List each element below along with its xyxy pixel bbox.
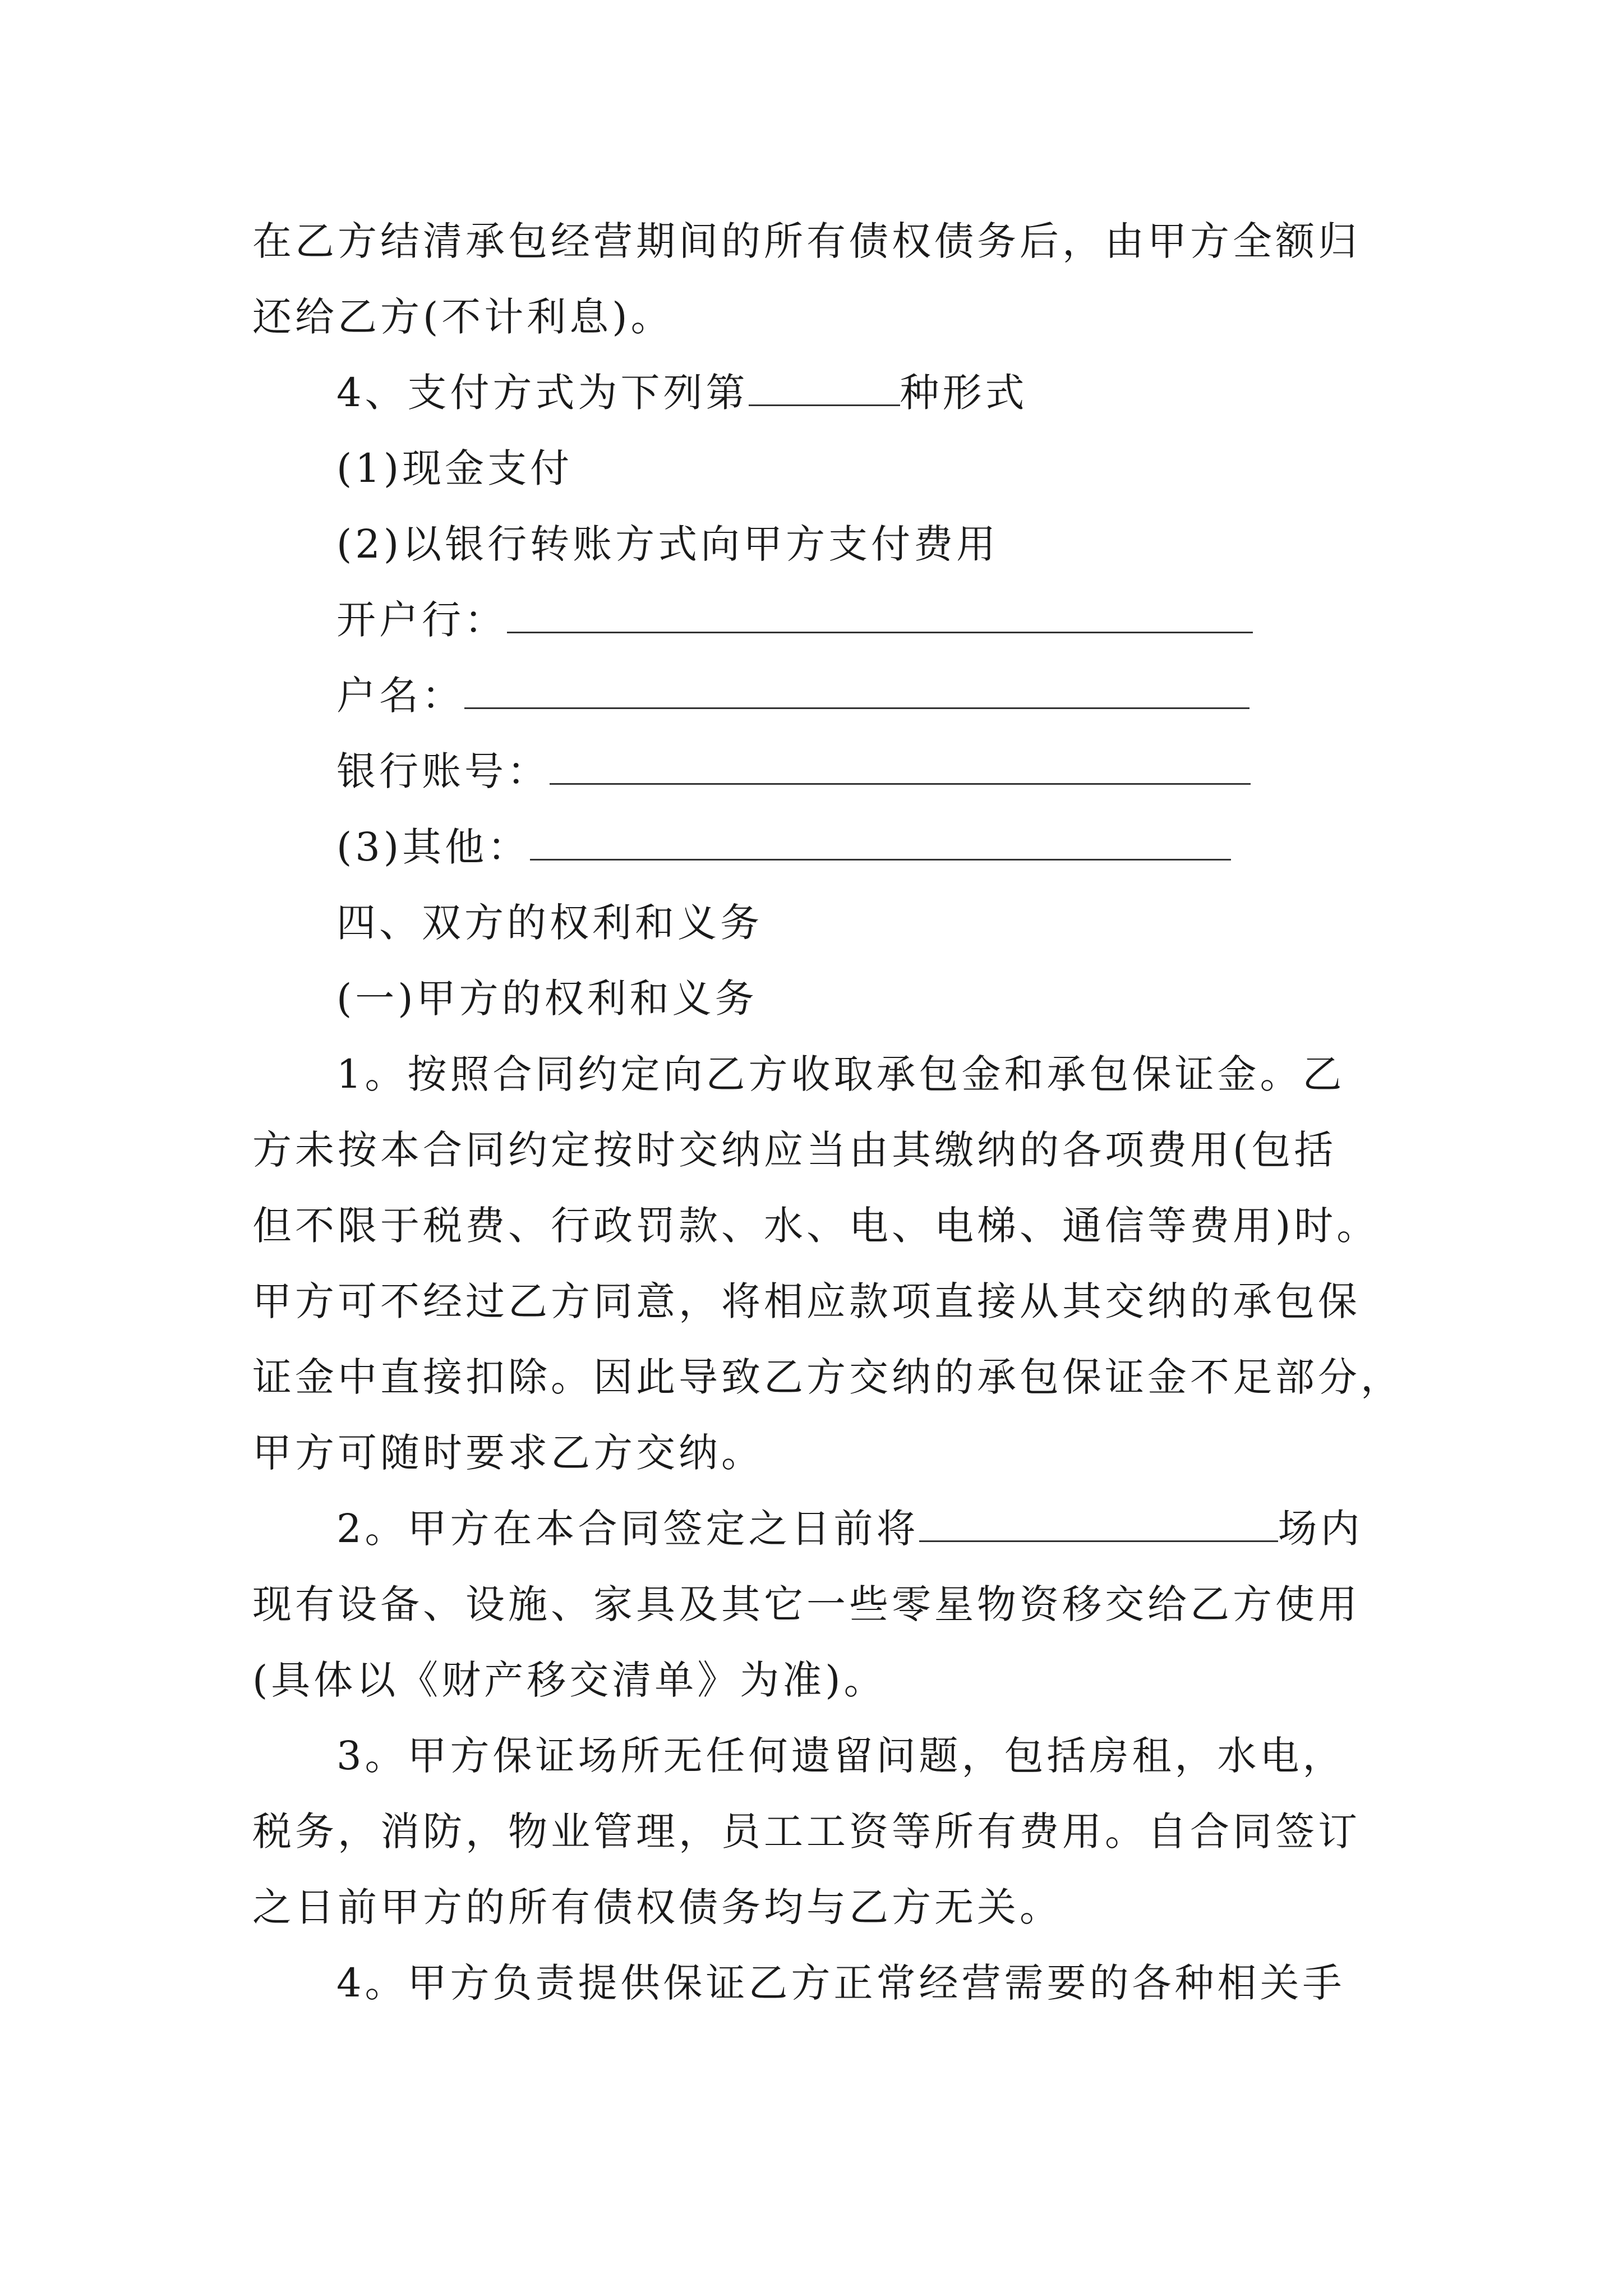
paragraph-line: 税务，消防，物业管理，员工工资等所有费用。自合同签订 — [252, 1809, 1361, 1855]
account-number-blank — [550, 748, 1251, 785]
handover-label: 2。甲方在本合同签定之日前将 — [336, 1506, 919, 1552]
payment-method-blank — [749, 370, 900, 406]
option-cash: (1)现金支付 — [336, 445, 573, 491]
account-name-blank — [464, 673, 1249, 709]
account-name-line — [336, 670, 1249, 721]
option-bank-transfer: (2)以银行转账方式向甲方支付费用 — [336, 521, 999, 567]
paragraph-line: 方未按本合同约定按时交纳应当由其缴纳的各项费用(包括 — [252, 1127, 1337, 1173]
account-number-line — [336, 746, 1251, 797]
paragraph-line: 甲方可随时要求乙方交纳。 — [252, 1430, 764, 1476]
paragraph-line: 现有设备、设施、家具及其它一些零星物资移交给乙方使用 — [252, 1581, 1361, 1627]
paragraph-line: 之日前甲方的所有债权债务均与乙方无关。 — [252, 1884, 1062, 1930]
subsection-heading: (一)甲方的权利和义务 — [336, 976, 758, 1022]
handover-suffix: 场内 — [1278, 1506, 1363, 1552]
payment-method-line — [336, 367, 1028, 418]
payment-method-suffix: 种形式 — [900, 370, 1028, 416]
other-method-blank — [530, 824, 1231, 861]
other-method-label: (3)其他： — [336, 824, 531, 870]
paragraph-line: 4。甲方负责提供保证乙方正常经营需要的各种相关手 — [336, 1960, 1345, 2006]
bank-name-line — [336, 595, 1253, 645]
paragraph-line: (具体以《财产移交清单》为准)。 — [252, 1657, 887, 1703]
other-method-line — [336, 822, 1231, 872]
paragraph-line: 甲方可不经过乙方同意，将相应款项直接从其交纳的承包保 — [252, 1278, 1361, 1324]
paragraph-line: 还给乙方(不计利息)。 — [252, 294, 674, 340]
payment-method-label: 4、支付方式为下列第 — [336, 370, 749, 416]
paragraph-line: 3。甲方保证场所无任何遗留问题，包括房租，水电， — [336, 1733, 1345, 1779]
bank-name-label: 开户行： — [336, 597, 507, 643]
paragraph-line: 但不限于税费、行政罚款、水、电、电梯、通信等费用)时。 — [252, 1203, 1380, 1249]
bank-name-blank — [507, 597, 1253, 633]
section-heading: 四、双方的权利和义务 — [336, 900, 763, 946]
paragraph-line: 1。按照合同约定向乙方收取承包金和承包保证金。乙 — [336, 1051, 1345, 1097]
account-number-label: 银行账号： — [336, 748, 550, 794]
venue-blank — [919, 1506, 1278, 1542]
account-name-label: 户名： — [336, 673, 464, 719]
paragraph-line: 证金中直接扣除。因此导致乙方交纳的承包保证金不足部分， — [252, 1354, 1403, 1400]
paragraph-line: 在乙方结清承包经营期间的所有债权债务后，由甲方全额归 — [252, 218, 1361, 264]
handover-line — [336, 1503, 1363, 1554]
